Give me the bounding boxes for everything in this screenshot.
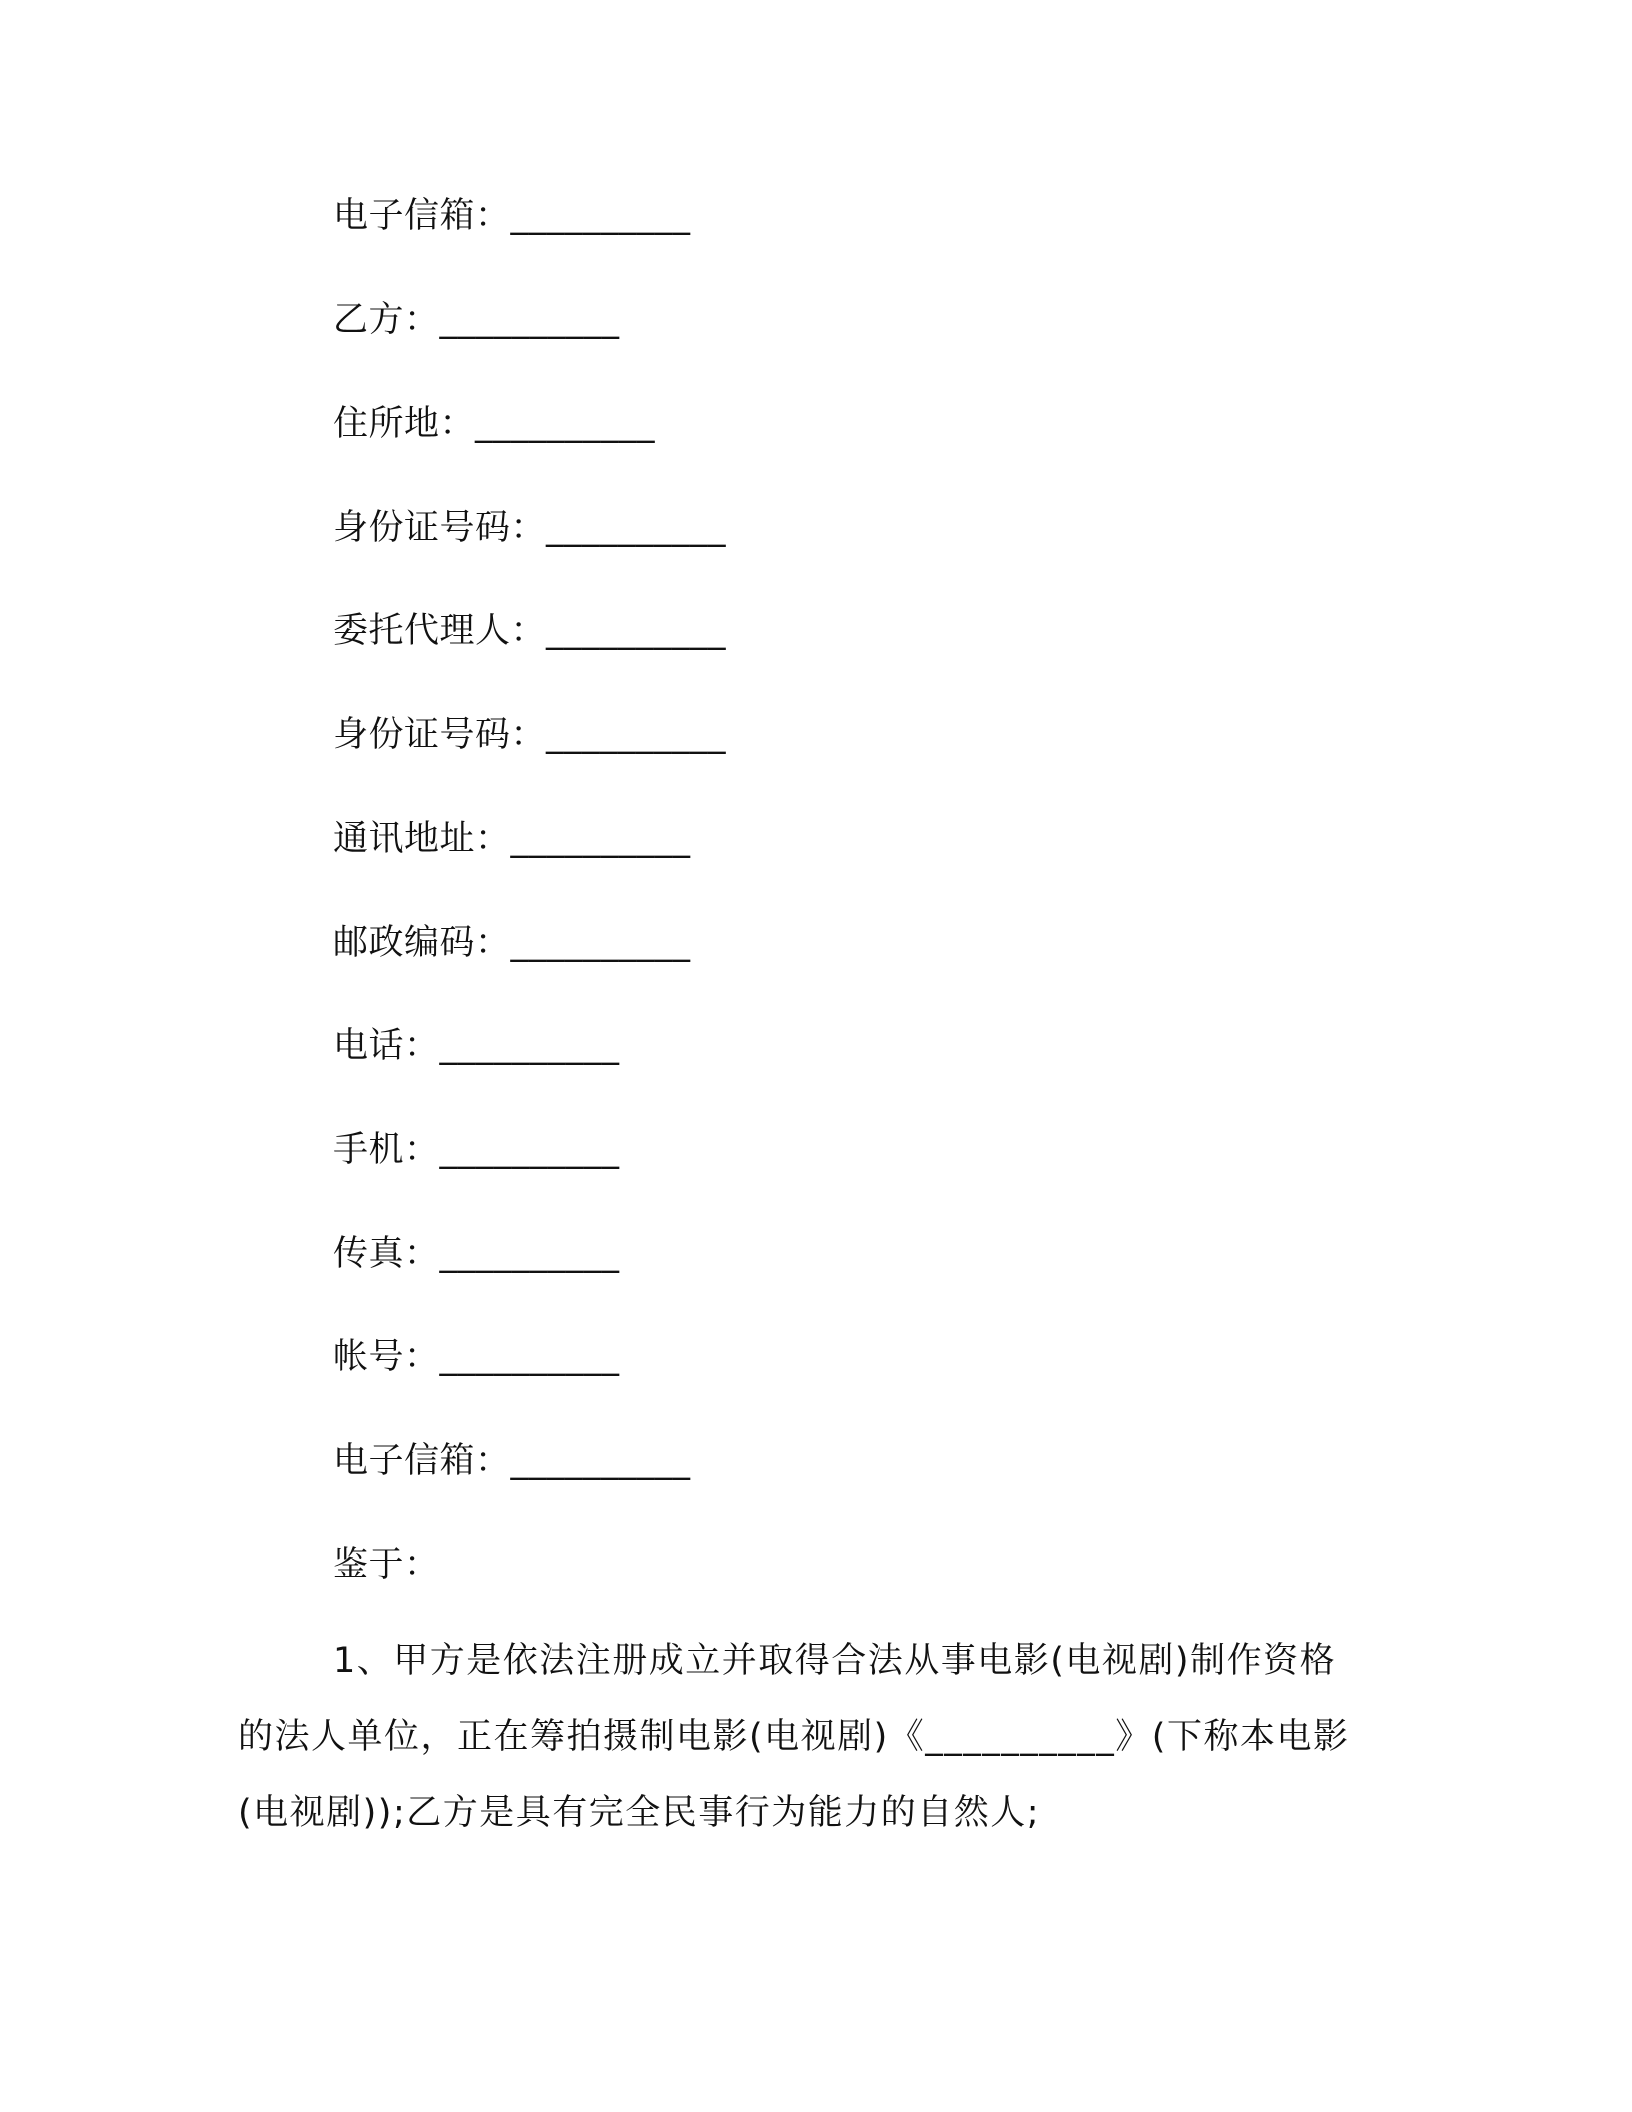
field-blank: __________ xyxy=(546,611,727,651)
field-id-number-1 xyxy=(333,504,726,552)
field-blank: __________ xyxy=(546,508,727,548)
field-fax xyxy=(333,1230,620,1278)
field-blank: __________ xyxy=(439,1337,620,1377)
field-party-b xyxy=(333,296,620,344)
field-blank: __________ xyxy=(439,1234,620,1274)
field-blank: __________ xyxy=(510,819,691,859)
field-mobile xyxy=(333,1126,620,1174)
field-label: 电子信箱： xyxy=(333,196,511,236)
field-blank: __________ xyxy=(510,1441,691,1481)
field-label: 电子信箱： xyxy=(333,1441,511,1481)
field-email-2 xyxy=(333,1437,691,1485)
paragraph-line-text: 1、甲方是依法注册成立并取得合法从事电影(电视剧)制作资格 xyxy=(333,1641,1337,1681)
field-label: 通讯地址： xyxy=(333,819,511,859)
paragraph-line xyxy=(238,1623,1358,1699)
field-label: 住所地： xyxy=(333,404,476,444)
field-label: 乙方： xyxy=(333,300,440,340)
field-blank: __________ xyxy=(439,300,620,340)
field-label: 邮政编码： xyxy=(333,923,511,963)
field-agent xyxy=(333,607,726,655)
field-label: 委托代理人： xyxy=(333,611,547,651)
field-residence xyxy=(333,400,655,448)
paragraph-1 xyxy=(238,1623,1358,1851)
field-postal-code xyxy=(333,919,691,967)
field-blank: __________ xyxy=(546,715,727,755)
field-label: 身份证号码： xyxy=(333,508,547,548)
paragraph-line: 的法人单位，正在筹拍摄制电影(电视剧)《__________》(下称本电影 xyxy=(238,1717,1350,1757)
field-label: 手机： xyxy=(333,1130,440,1170)
field-email-1 xyxy=(333,192,691,240)
field-telephone xyxy=(333,1022,620,1070)
paragraph-line: (电视剧));乙方是具有完全民事行为能力的自然人; xyxy=(238,1793,1041,1833)
field-label: 传真： xyxy=(333,1234,440,1274)
field-label: 身份证号码： xyxy=(333,715,547,755)
field-blank: __________ xyxy=(510,196,691,236)
whereas-heading: 鉴于： xyxy=(333,1545,440,1585)
field-label: 电话： xyxy=(333,1026,440,1066)
field-blank: __________ xyxy=(475,404,656,444)
field-id-number-2 xyxy=(333,711,726,759)
field-label: 帐号： xyxy=(333,1337,440,1377)
field-blank: __________ xyxy=(510,923,691,963)
field-account xyxy=(333,1333,620,1381)
field-mailing-address xyxy=(333,815,691,863)
field-blank: __________ xyxy=(439,1026,620,1066)
field-blank: __________ xyxy=(439,1130,620,1170)
